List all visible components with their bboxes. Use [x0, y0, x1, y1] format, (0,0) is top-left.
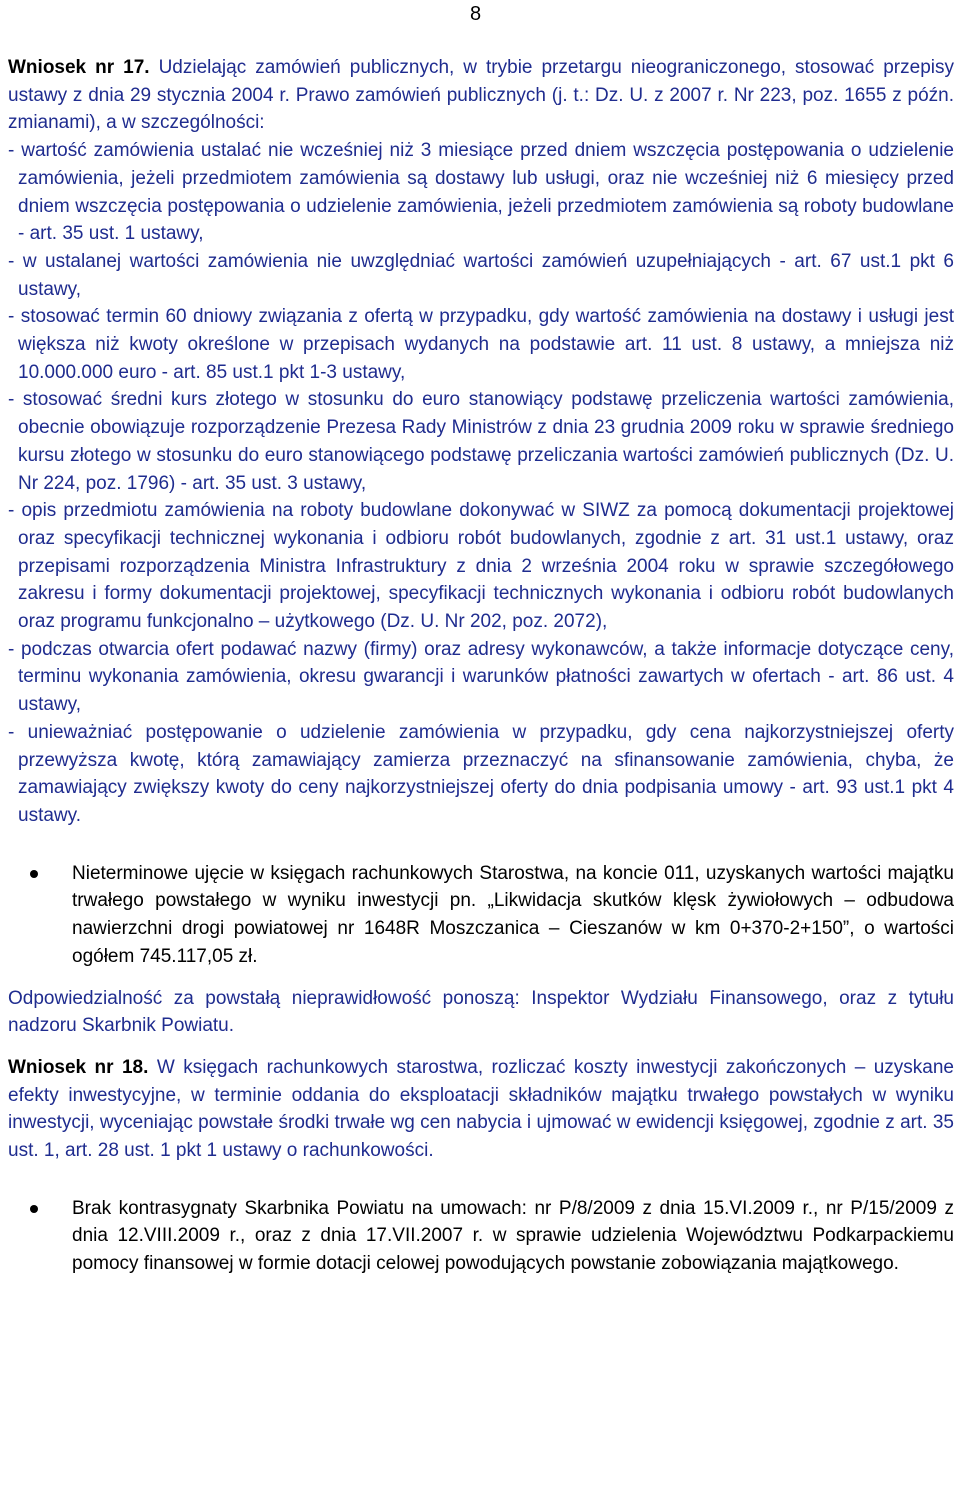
spacer	[8, 971, 954, 985]
wniosek-17-item-6: - podczas otwarcia ofert podawać nazwy (firmy) oraz adresy wykonawców, a także informacje dotyczące ceny, terminu wykonania zamówienia, okresu gwarancji i warunków płatności zawartych w ofertach - art. 86 ust. 4 ustawy,	[8, 638, 954, 716]
wniosek-17-item-3: - stosować termin 60 dniowy związania z ofertą w przypadku, gdy wartość zamówienia na dostawy i usługi jest większa niż kwoty określone w przepisach wydanych na podstawie art. 11 ust. 8 ustawy, a mniejsza niż 10.000.000 euro - art. 85 ust.1 pkt 1-3 ustawy,	[8, 306, 954, 383]
wniosek-17-item-7: - unieważniać postępowanie o udzielenie zamówienia w przypadku, gdy cena najkorzystniejszej oferty przewyższa kwotę, którą zamawiający zamierza przeznaczyć na sfinansowanie zamówienia, chyba, że zamawiający zwiększy kwoty do ceny najkorzystniejszej oferty do dnia podpisania umowy - art. 93 ust.1 pkt 4 ustawy.	[8, 721, 954, 826]
bullet-icon	[30, 1205, 38, 1213]
bullet-item-1	[8, 860, 954, 971]
spacer	[8, 1040, 954, 1054]
wniosek-17-item-4: - stosować średni kurs złotego w stosunku do euro stanowiący podstawę przeliczenia wartości zamówienia, obecnie obowiązuje rozporządzenie Prezesa Rady Ministrów z dnia 23 grudnia 2009 roku w sprawie średniego kursu złotego w stosunku do euro stanowiącego podstawę przeliczania wartości zamówień publicznych (Dz. U. Nr 224, poz. 1796) - art. 35 ust. 3 ustawy,	[8, 389, 954, 494]
spacer	[8, 830, 954, 860]
page-number: 8	[470, 3, 482, 25]
wniosek-18-text: W księgach rachunkowych starostwa, rozliczać koszty inwestycji zakończonych – uzyskane efekty inwestycyjne, w terminie oddania do eksploatacji składników majątku trwałego powstałych w wyniku inwestycji, wyceniając powstałe środki trwałe wg cen nabycia i ujmować w ewidencji księgowej, zgodnie z art. 35 ust. 1, art. 28 ust. 1 pkt 1 ustawy o rachunkowości.	[8, 1056, 954, 1162]
wniosek-17-item-5: - opis przedmiotu zamówienia na roboty budowlane dokonywać w SIWZ za pomocą dokumentacji projektowej oraz specyfikacji technicznej wykonania i odbioru robót budowlanych, zgodnie z art. 31 ust.1 ustawy, oraz przepisami rozporządzenia Ministra Infrastruktury z dnia 2 września 2004 roku w sprawie szczegółowego zakresu i formy dokumentacji projektowej, specyfikacji technicznych wykonania i odbioru robót budowlanych oraz programu funkcjonalno – użytkowego (Dz. U. Nr 202, poz. 2072),	[8, 500, 954, 633]
wniosek-18-paragraph	[8, 1054, 954, 1165]
bullet-item-1-text: Nieterminowe ujęcie w księgach rachunkowych Starostwa, na koncie 011, uzyskanych wartości majątku trwałego powstałego w wyniku inwestycji pn. „Likwidacja skutków klęsk żywiołowych – odbudowa nawierzchni drogi powiatowej nr 1648R Moszczanica – Cieszanów w km 0+370-2+150”, o wartości ogółem 745.117,05 zł.	[72, 862, 954, 967]
wniosek-17-intro: Udzielając zamówień publicznych, w trybie przetargu nieograniczonego, stosować przepisy ustawy z dnia 29 stycznia 2004 r. Prawo zamówień publicznych (j. t.: Dz. U. z 2007 r. Nr 223, poz. 1655 z późn. zmianami), a w szczególności:	[8, 57, 954, 134]
wniosek-17-paragraph	[8, 54, 954, 137]
wniosek-17-item-2: - w ustalanej wartości zamówienia nie uwzględniać wartości zamówień uzupełniających - art. 67 ust.1 pkt 6 ustawy,	[8, 250, 954, 300]
bullet-icon	[30, 870, 38, 878]
document-body	[8, 54, 954, 1278]
bullet-item-2	[8, 1195, 954, 1278]
wniosek-18-label: Wniosek nr 18.	[8, 1056, 149, 1078]
wniosek-17-label: Wniosek nr 17.	[8, 57, 150, 78]
spacer	[8, 1165, 954, 1195]
wniosek-17-item-1: - wartość zamówienia ustalać nie wcześniej niż 3 miesiące przed dniem wszczęcia postępowania o udzielenie zamówienia, jeżeli przedmiotem zamówienia są dostawy lub usługi, oraz nie wcześniej niż 6 miesięcy przed dniem wszczęcia postępowania o udzielenie zamówienia, jeżeli przedmiotem zamówienia są roboty budowlane - art. 35 ust. 1 ustawy,	[8, 140, 954, 245]
responsibility-paragraph: Odpowiedzialność za powstałą nieprawidłowość ponoszą: Inspektor Wydziału Finansowego, oraz z tytułu nadzoru Skarbnik Powiatu.	[8, 987, 954, 1037]
bullet-item-2-text: Brak kontrasygnaty Skarbnika Powiatu na umowach: nr P/8/2009 z dnia 15.VI.2009 r., nr P/15/2009 z dnia 12.VIII.2009 r., oraz z dnia 17.VII.2007 r. w sprawie udzielenia Województwu Podkarpackiemu pomocy finansowej w formie dotacji celowej powodujących powstanie zobowiązania majątkowego.	[72, 1197, 954, 1275]
